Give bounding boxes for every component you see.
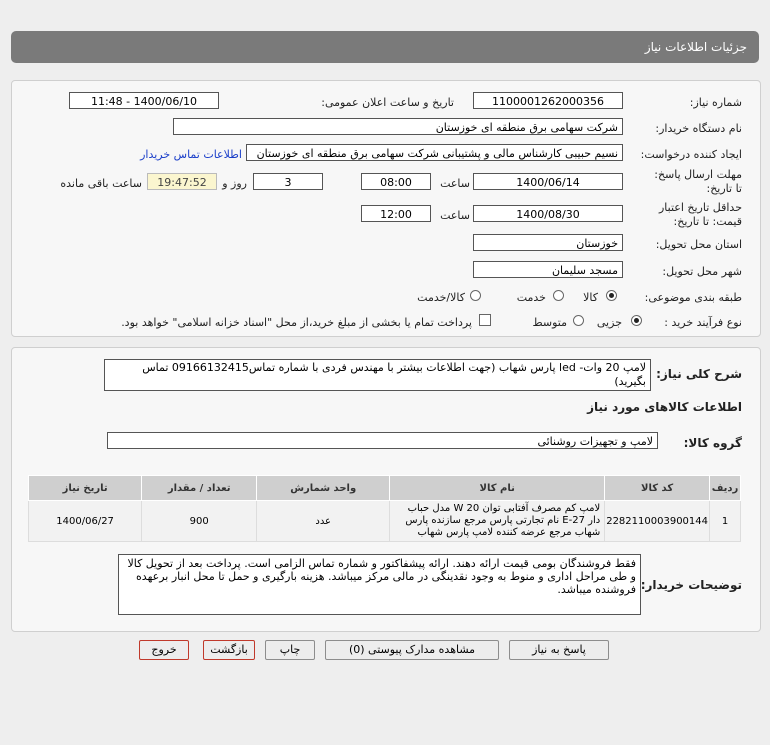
buyer-org-field: شرکت سهامی برق منطقه ای خوزستان <box>173 118 623 135</box>
print-button[interactable]: چاپ <box>265 640 315 660</box>
cell-code: 2282110003900144 <box>605 501 710 542</box>
category-radio-goods[interactable] <box>606 290 617 301</box>
treasury-checkbox[interactable] <box>479 314 491 326</box>
cell-name: لامپ کم مصرف آفتابی توان 20 W مدل حباب دار E-27 نام تجارتی پارس مرجع سازنده پارس شهاب مرجع عرضه کننده لامپ پارس شهاب <box>390 501 605 542</box>
treasury-note: پرداخت تمام یا بخشی از مبلغ خرید،از محل "اسناد خزانه اسلامی" خواهد بود. <box>121 316 472 329</box>
description-field: لامپ 20 وات- led پارس شهاب (جهت اطلاعات بیشتر با مهندس فردی با شماره تماس09166132415 تماس بگیرید) <box>104 359 651 391</box>
goods-group-field: لامپ و تجهیزات روشنائی <box>107 432 658 449</box>
category-option-goods-service: کالا/خدمت <box>417 291 465 304</box>
category-radio-goods-service[interactable] <box>470 290 481 301</box>
attachments-button[interactable]: مشاهده مدارک پیوستی (0) <box>325 640 499 660</box>
back-button[interactable]: بازگشت <box>203 640 255 660</box>
days-label: روز و <box>222 177 247 190</box>
validity-date-field: 1400/08/30 <box>473 205 623 222</box>
cell-row: 1 <box>710 501 741 542</box>
buyer-notes-label: توضیحات خریدار: <box>640 578 742 592</box>
cell-qty: 900 <box>142 501 257 542</box>
goods-section-title: اطلاعات کالاهای مورد نیاز <box>587 400 742 414</box>
page-header <box>11 31 759 63</box>
goods-group-label: گروه کالا: <box>683 436 742 450</box>
validity-time-label: ساعت <box>440 209 470 222</box>
deadline-label: مهلت ارسال پاسخ: تا تاریخ: <box>654 168 742 195</box>
need-number-field: 1100001262000356 <box>473 92 623 109</box>
cell-date: 1400/06/27 <box>29 501 142 542</box>
col-row-header: ردیف <box>710 476 741 501</box>
table-header-row <box>29 476 741 501</box>
purchase-type-label: نوع فرآیند خرید : <box>664 316 742 329</box>
announce-date-field: 1400/06/10 - 11:48 <box>69 92 219 109</box>
creator-field: نسیم حبیبی کارشناس مالی و پشتیبانی شرکت سهامی برق منطقه ای خوزستان <box>246 144 623 161</box>
col-unit-header: واحد شمارش <box>257 476 390 501</box>
page-title: جزئیات اطلاعات نیاز <box>644 40 747 54</box>
validity-label: حداقل تاریخ اعتبار قیمت: تا تاریخ: <box>658 201 742 228</box>
category-label: طبقه بندی موضوعی: <box>644 291 742 304</box>
remaining-time-field: 19:47:52 <box>147 173 217 190</box>
purchase-option-minor: جزیی <box>596 316 622 329</box>
deadline-date-field: 1400/06/14 <box>473 173 623 190</box>
category-radio-service[interactable] <box>553 290 564 301</box>
deadline-time-field: 08:00 <box>361 173 431 190</box>
col-name-header: نام کالا <box>390 476 605 501</box>
col-code-header: کد کالا <box>605 476 710 501</box>
city-field: مسجد سلیمان <box>473 261 623 278</box>
announce-date-label: تاریخ و ساعت اعلان عمومی: <box>321 96 454 109</box>
col-date-header: تاریخ نیاز <box>29 476 142 501</box>
table-row <box>29 501 741 542</box>
days-remaining-field: 3 <box>253 173 323 190</box>
deadline-time-label: ساعت <box>440 177 470 190</box>
cell-unit: عدد <box>257 501 390 542</box>
creator-label: ایجاد کننده درخواست: <box>640 148 742 161</box>
validity-time-field: 12:00 <box>361 205 431 222</box>
purchase-option-medium: متوسط <box>532 316 567 329</box>
reply-button[interactable]: پاسخ به نیاز <box>509 640 609 660</box>
province-label: استان محل تحویل: <box>655 238 742 251</box>
city-label: شهر محل تحویل: <box>662 265 742 278</box>
category-option-service: خدمت <box>516 291 546 304</box>
remaining-time-label: ساعت باقی مانده <box>60 177 142 190</box>
purchase-radio-medium[interactable] <box>573 315 584 326</box>
description-label: شرح کلی نیاز: <box>656 367 742 381</box>
buyer-notes-field: فقط فروشندگان بومی قیمت ارائه دهند. ارائه پیشفاکتور و شماره تماس الزامی است. پرداخت بعد از تحویل کالا و طی مراحل اداری و منوط به وجود نقدینگی در مالی مرکز میباشد. هزینه بارگیری و حمل تا محل انبار برعهده فروشنده میباشد. <box>118 554 641 615</box>
col-qty-header: تعداد / مقدار <box>142 476 257 501</box>
province-field: خوزستان <box>473 234 623 251</box>
category-option-goods: کالا <box>583 291 598 304</box>
goods-table <box>28 475 741 542</box>
buyer-org-label: نام دستگاه خریدار: <box>655 122 742 135</box>
exit-button[interactable]: خروج <box>139 640 189 660</box>
need-number-label: شماره نیاز: <box>689 96 742 109</box>
buyer-contact-link[interactable]: اطلاعات تماس خریدار <box>140 148 242 161</box>
purchase-radio-minor[interactable] <box>631 315 642 326</box>
